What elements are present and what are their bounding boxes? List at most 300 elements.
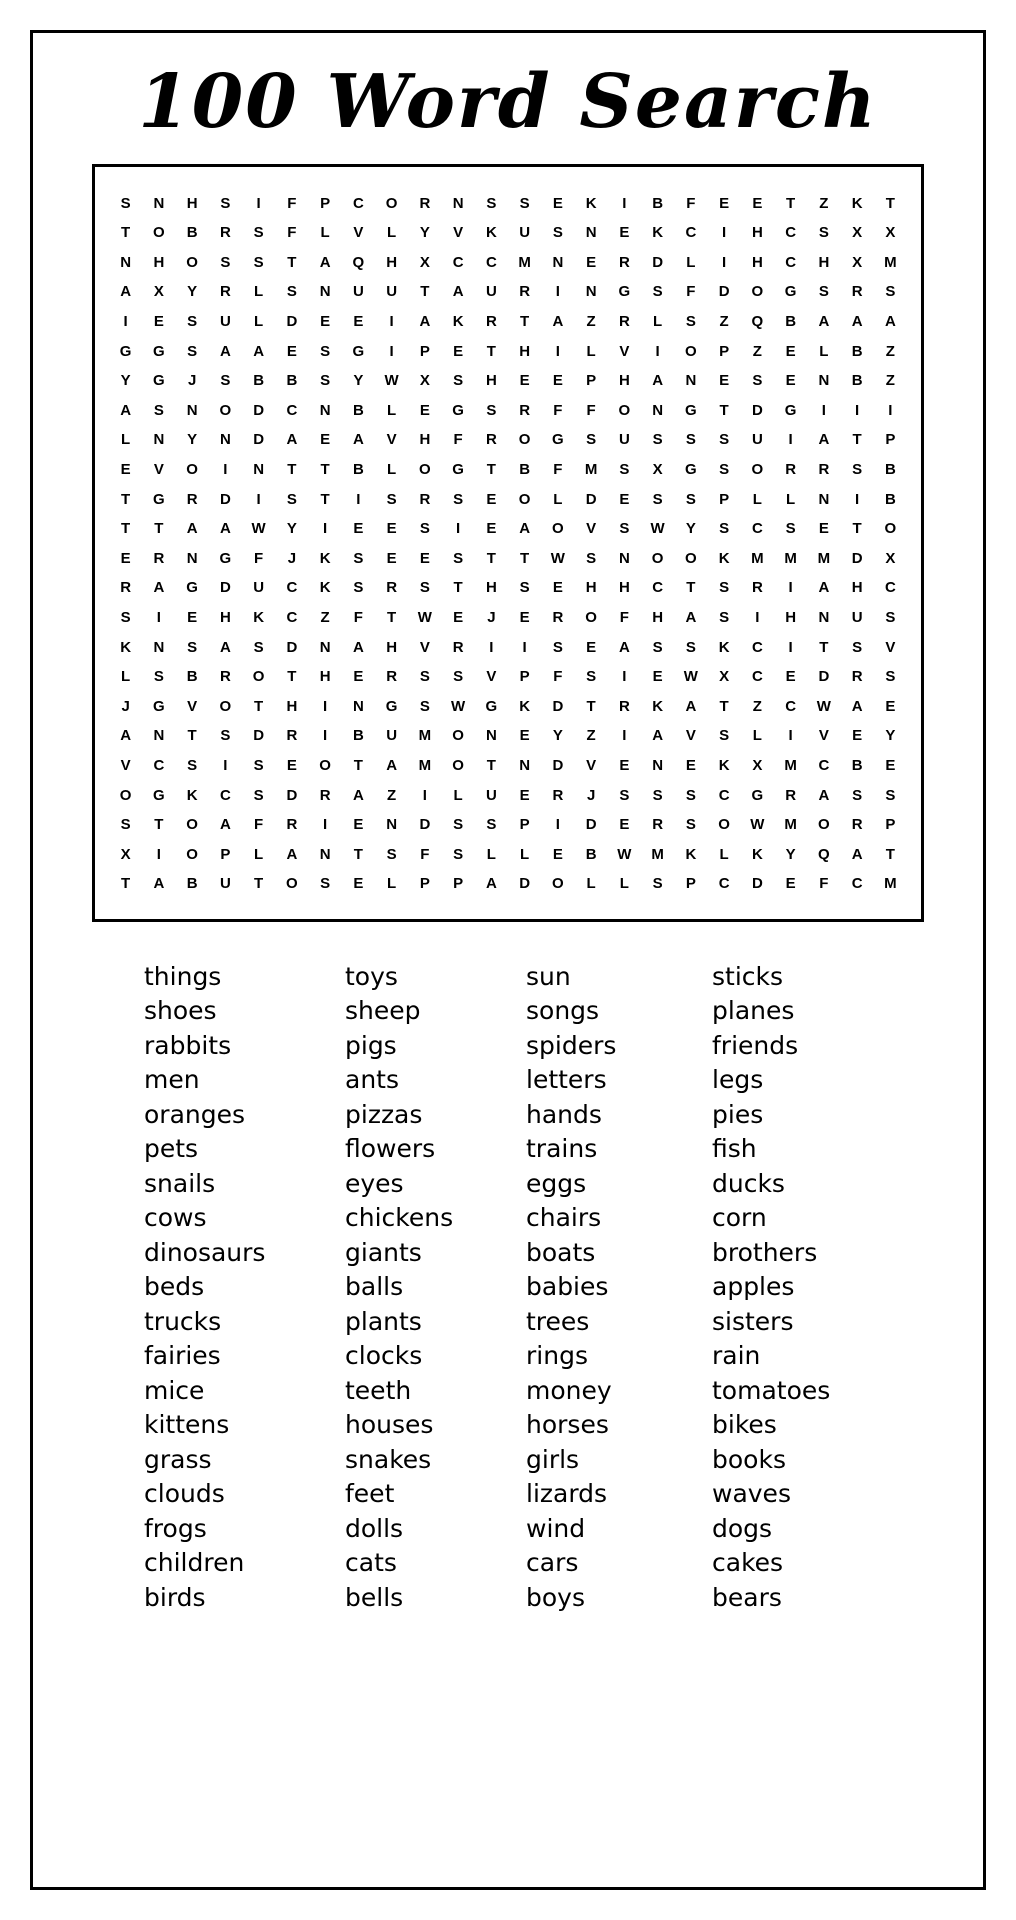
grid-cell[interactable]: E (552, 579, 563, 597)
grid-cell[interactable]: K (685, 845, 697, 863)
grid-cell[interactable]: I (555, 283, 560, 301)
grid-cell[interactable]: S (453, 490, 464, 508)
grid-cell[interactable]: N (319, 845, 331, 863)
grid-cell[interactable]: B (884, 461, 896, 479)
grid-cell[interactable]: S (885, 786, 896, 804)
grid-cell[interactable]: N (120, 253, 132, 271)
word-list-item[interactable]: dolls (345, 1513, 404, 1543)
word-list-item[interactable]: trees (526, 1306, 590, 1336)
grid-cell[interactable]: A (419, 313, 431, 331)
grid-cell[interactable]: Y (885, 727, 896, 745)
grid-cell[interactable]: S (652, 490, 663, 508)
grid-cell[interactable]: A (851, 697, 863, 715)
grid-cell[interactable]: I (655, 342, 660, 360)
grid-cell[interactable]: V (419, 638, 430, 656)
grid-cell[interactable]: A (219, 816, 231, 834)
grid-cell[interactable]: R (618, 253, 630, 271)
grid-cell[interactable]: S (719, 609, 730, 626)
grid-cell[interactable]: G (685, 401, 697, 419)
grid-cell[interactable]: M (884, 875, 897, 893)
word-list-item[interactable]: rabbits (144, 1030, 232, 1060)
grid-cell[interactable]: S (519, 579, 530, 597)
grid-cell[interactable]: T (719, 401, 729, 419)
grid-cell[interactable]: G (452, 401, 464, 419)
grid-cell[interactable]: K (718, 638, 730, 656)
word-list-item[interactable]: mice (144, 1375, 205, 1405)
grid-cell[interactable]: U (386, 727, 398, 745)
word-list-item[interactable]: songs (526, 996, 600, 1026)
grid-cell[interactable]: G (452, 461, 464, 479)
grid-cell[interactable]: P (519, 816, 530, 834)
grid-cell[interactable]: Z (819, 194, 829, 212)
word-list-item[interactable]: cats (345, 1548, 397, 1578)
grid-cell[interactable]: Y (187, 431, 198, 449)
grid-cell[interactable]: G (385, 697, 398, 715)
grid-cell[interactable]: R (652, 816, 664, 834)
grid-cell[interactable]: Z (885, 342, 895, 360)
grid-cell[interactable]: R (851, 283, 863, 301)
grid-cell[interactable]: S (719, 579, 730, 597)
grid-cell[interactable]: W (816, 697, 831, 715)
grid-cell[interactable]: V (353, 224, 364, 242)
grid-cell[interactable]: N (153, 727, 165, 745)
grid-cell[interactable]: L (387, 875, 397, 893)
grid-cell[interactable]: S (453, 668, 464, 686)
grid-cell[interactable]: N (352, 697, 364, 715)
grid-cell[interactable]: X (120, 845, 131, 863)
grid-cell[interactable]: V (453, 224, 464, 242)
grid-cell[interactable]: S (253, 253, 264, 271)
grid-cell[interactable]: N (519, 756, 531, 774)
grid-cell[interactable]: J (187, 372, 197, 390)
grid-cell[interactable]: Q (352, 253, 365, 271)
grid-cell[interactable]: I (555, 816, 560, 834)
grid-cell[interactable]: D (751, 875, 763, 893)
grid-cell[interactable]: R (186, 490, 198, 508)
grid-cell[interactable]: I (821, 401, 826, 419)
word-list-item[interactable]: trucks (144, 1306, 222, 1336)
grid-cell[interactable]: D (718, 283, 730, 301)
grid-cell[interactable]: U (352, 283, 364, 301)
grid-cell[interactable]: T (520, 313, 530, 331)
grid-cell[interactable]: H (386, 253, 398, 271)
grid-cell[interactable]: O (884, 520, 897, 538)
grid-cell[interactable]: E (719, 194, 730, 212)
grid-cell[interactable]: G (485, 697, 498, 715)
grid-cell[interactable]: S (719, 520, 730, 538)
grid-cell[interactable]: A (485, 875, 497, 893)
grid-cell[interactable]: T (254, 875, 264, 893)
grid-cell[interactable]: G (784, 283, 797, 301)
grid-cell[interactable]: K (485, 224, 497, 242)
grid-cell[interactable]: O (419, 461, 431, 479)
grid-cell[interactable]: R (485, 431, 497, 449)
grid-cell[interactable]: I (622, 727, 627, 745)
grid-cell[interactable]: I (855, 490, 860, 508)
word-list-item[interactable]: letters (526, 1065, 607, 1095)
grid-cell[interactable]: B (352, 461, 364, 479)
grid-cell[interactable]: S (685, 431, 696, 449)
grid-cell[interactable]: U (751, 431, 763, 449)
grid-cell[interactable]: F (254, 816, 264, 834)
grid-cell[interactable]: B (785, 313, 797, 331)
word-list-item[interactable]: trains (526, 1134, 598, 1164)
grid-cell[interactable]: N (319, 638, 331, 656)
grid-cell[interactable]: E (752, 194, 763, 212)
grid-cell[interactable]: L (320, 224, 330, 242)
grid-cell[interactable]: F (686, 194, 696, 212)
grid-cell[interactable]: S (586, 549, 597, 567)
word-list-item[interactable]: girls (526, 1444, 580, 1474)
grid-cell[interactable]: O (286, 875, 298, 893)
grid-cell[interactable]: G (153, 490, 165, 508)
grid-cell[interactable]: X (852, 224, 863, 242)
grid-cell[interactable]: S (187, 756, 198, 774)
grid-cell[interactable]: A (818, 786, 830, 804)
grid-cell[interactable]: I (855, 401, 860, 419)
grid-cell[interactable]: B (851, 342, 863, 360)
grid-cell[interactable]: I (722, 224, 727, 242)
word-list-item[interactable]: friends (712, 1030, 799, 1060)
grid-cell[interactable]: O (651, 549, 664, 567)
grid-cell[interactable]: D (253, 431, 265, 449)
grid-cell[interactable]: P (885, 816, 896, 834)
grid-cell[interactable]: H (286, 697, 298, 715)
grid-cell[interactable]: A (618, 638, 630, 656)
grid-cell[interactable]: N (319, 283, 331, 301)
grid-cell[interactable]: F (254, 549, 264, 567)
grid-cell[interactable]: A (153, 579, 165, 597)
grid-cell[interactable]: G (618, 283, 631, 301)
grid-cell[interactable]: U (519, 224, 531, 242)
grid-cell[interactable]: S (220, 727, 231, 745)
grid-cell[interactable]: W (683, 668, 698, 686)
grid-cell[interactable]: A (685, 609, 697, 626)
grid-cell[interactable]: L (254, 845, 264, 863)
grid-cell[interactable]: Q (751, 313, 764, 331)
grid-cell[interactable]: H (751, 253, 763, 271)
grid-cell[interactable]: K (652, 697, 664, 715)
grid-cell[interactable]: S (619, 520, 630, 538)
grid-cell[interactable]: D (419, 816, 431, 834)
grid-cell[interactable]: E (619, 816, 630, 834)
grid-cell[interactable]: E (519, 727, 530, 745)
grid-cell[interactable]: O (319, 756, 331, 774)
grid-cell[interactable]: S (852, 461, 863, 479)
grid-cell[interactable]: T (121, 490, 131, 508)
grid-cell[interactable]: O (518, 431, 531, 449)
grid-cell[interactable]: B (519, 461, 531, 479)
grid-cell[interactable]: K (253, 609, 265, 626)
grid-cell[interactable]: B (186, 224, 198, 242)
grid-cell[interactable]: G (352, 342, 365, 360)
grid-cell[interactable]: E (453, 609, 464, 626)
grid-cell[interactable]: S (286, 283, 297, 301)
grid-cell[interactable]: L (254, 283, 264, 301)
grid-cell[interactable]: J (487, 609, 496, 626)
grid-cell[interactable]: T (885, 845, 895, 863)
grid-cell[interactable]: Y (552, 727, 563, 745)
word-list-item[interactable]: bears (712, 1582, 782, 1612)
word-list-item[interactable]: pets (144, 1134, 199, 1164)
grid-cell[interactable]: A (685, 697, 697, 715)
grid-cell[interactable]: S (320, 875, 331, 893)
grid-cell[interactable]: K (851, 194, 863, 212)
grid-cell[interactable]: O (552, 875, 564, 893)
grid-cell[interactable]: E (286, 756, 297, 774)
grid-cell[interactable]: J (287, 549, 297, 567)
grid-cell[interactable]: I (456, 520, 461, 538)
grid-cell[interactable]: H (485, 579, 497, 597)
grid-cell[interactable]: A (652, 372, 664, 390)
grid-cell[interactable]: L (486, 845, 496, 863)
grid-cell[interactable]: G (552, 431, 564, 449)
grid-cell[interactable]: L (586, 342, 596, 360)
grid-cell[interactable]: A (818, 579, 830, 597)
grid-cell[interactable]: T (353, 756, 363, 774)
grid-cell[interactable]: R (153, 549, 165, 567)
grid-cell[interactable]: A (286, 845, 298, 863)
grid-cell[interactable]: N (652, 401, 664, 419)
grid-cell[interactable]: N (186, 401, 198, 419)
word-list-item[interactable]: spiders (526, 1030, 617, 1060)
word-list-item[interactable]: bells (345, 1582, 404, 1612)
grid-cell[interactable]: Z (586, 313, 596, 331)
grid-cell[interactable]: S (453, 549, 464, 567)
grid-cell[interactable]: M (784, 549, 797, 567)
grid-cell[interactable]: S (453, 816, 464, 834)
grid-cell[interactable]: I (788, 579, 793, 597)
grid-cell[interactable]: S (586, 431, 597, 449)
word-list-item[interactable]: pies (712, 1099, 764, 1129)
grid-cell[interactable]: B (352, 727, 364, 745)
grid-cell[interactable]: O (186, 845, 198, 863)
grid-cell[interactable]: E (785, 342, 796, 360)
word-list-item[interactable]: pizzas (345, 1099, 423, 1129)
word-list-item[interactable]: feet (345, 1479, 395, 1509)
grid-cell[interactable]: D (253, 727, 265, 745)
grid-cell[interactable]: A (652, 727, 664, 745)
grid-cell[interactable]: U (219, 313, 231, 331)
grid-cell[interactable]: D (585, 490, 597, 508)
grid-cell[interactable]: S (752, 372, 763, 390)
grid-cell[interactable]: S (519, 194, 530, 212)
grid-cell[interactable]: G (153, 372, 165, 390)
grid-cell[interactable]: O (585, 609, 597, 626)
grid-cell[interactable]: S (253, 224, 264, 242)
grid-cell[interactable]: S (685, 313, 696, 331)
grid-cell[interactable]: I (722, 253, 727, 271)
grid-cell[interactable]: S (386, 845, 397, 863)
grid-cell[interactable]: E (552, 845, 563, 863)
grid-cell[interactable]: D (219, 579, 231, 597)
word-list-item[interactable]: houses (345, 1410, 434, 1440)
grid-cell[interactable]: E (353, 816, 364, 834)
grid-cell[interactable]: I (323, 816, 328, 834)
grid-cell[interactable]: R (319, 786, 331, 804)
grid-cell[interactable]: H (186, 194, 198, 212)
grid-cell[interactable]: O (751, 461, 764, 479)
word-list-item[interactable]: chickens (345, 1203, 454, 1233)
grid-cell[interactable]: N (452, 194, 464, 212)
grid-cell[interactable]: O (219, 401, 232, 419)
grid-cell[interactable]: S (453, 845, 464, 863)
grid-cell[interactable]: I (223, 461, 228, 479)
grid-cell[interactable]: U (485, 786, 497, 804)
grid-cell[interactable]: C (851, 875, 863, 893)
grid-cell[interactable]: N (585, 224, 597, 242)
grid-cell[interactable]: S (120, 609, 131, 626)
grid-cell[interactable]: A (884, 313, 896, 331)
word-list-item[interactable]: men (144, 1065, 200, 1095)
grid-cell[interactable]: T (819, 638, 829, 656)
grid-cell[interactable]: W (617, 845, 632, 863)
grid-cell[interactable]: G (153, 786, 165, 804)
grid-cell[interactable]: Y (353, 372, 364, 390)
grid-cell[interactable]: A (120, 727, 132, 745)
grid-cell[interactable]: D (552, 756, 564, 774)
grid-cell[interactable]: R (552, 609, 564, 626)
grid-cell[interactable]: W (417, 609, 432, 626)
grid-cell[interactable]: E (386, 549, 397, 567)
grid-cell[interactable]: M (784, 816, 797, 834)
grid-cell[interactable]: P (586, 372, 597, 390)
grid-cell[interactable]: L (387, 461, 397, 479)
grid-cell[interactable]: H (386, 638, 398, 656)
word-list-item[interactable]: frogs (144, 1513, 207, 1543)
grid-cell[interactable]: G (119, 342, 132, 360)
grid-cell[interactable]: L (619, 875, 629, 893)
grid-cell[interactable]: U (386, 283, 398, 301)
word-list-item[interactable]: legs (712, 1065, 764, 1095)
grid-cell[interactable]: E (519, 609, 530, 626)
grid-cell[interactable]: F (819, 875, 829, 893)
grid-cell[interactable]: N (253, 461, 265, 479)
grid-cell[interactable]: T (320, 490, 330, 508)
grid-cell[interactable]: N (153, 431, 165, 449)
grid-cell[interactable]: Z (885, 372, 895, 390)
grid-cell[interactable]: E (419, 549, 430, 567)
grid-cell[interactable]: S (685, 786, 696, 804)
grid-cell[interactable]: R (552, 786, 564, 804)
grid-cell[interactable]: L (121, 668, 131, 686)
grid-cell[interactable]: S (220, 253, 231, 271)
grid-cell[interactable]: S (852, 786, 863, 804)
grid-cell[interactable]: T (121, 224, 131, 242)
grid-cell[interactable]: T (852, 431, 862, 449)
grid-cell[interactable]: R (519, 401, 531, 419)
grid-cell[interactable]: S (419, 668, 430, 686)
word-list-item[interactable]: lizards (526, 1479, 608, 1509)
grid-cell[interactable]: S (253, 756, 264, 774)
grid-cell[interactable]: K (585, 194, 597, 212)
grid-cell[interactable]: S (619, 786, 630, 804)
grid-cell[interactable]: H (419, 431, 431, 449)
grid-cell[interactable]: S (120, 194, 131, 212)
grid-cell[interactable]: T (387, 609, 397, 626)
grid-cell[interactable]: E (785, 668, 796, 686)
grid-cell[interactable]: Z (320, 609, 330, 626)
word-list-item[interactable]: boys (526, 1582, 585, 1612)
grid-cell[interactable]: M (817, 549, 831, 567)
grid-cell[interactable]: S (187, 313, 198, 331)
grid-cell[interactable]: E (586, 638, 597, 656)
word-list-item[interactable]: sisters (712, 1306, 794, 1336)
grid-cell[interactable]: H (519, 342, 531, 360)
grid-cell[interactable]: D (751, 401, 763, 419)
grid-cell[interactable]: P (519, 668, 530, 686)
word-list-item[interactable]: ducks (712, 1168, 785, 1198)
word-list-item[interactable]: children (144, 1548, 245, 1578)
grid-cell[interactable]: C (685, 224, 697, 242)
grid-cell[interactable]: T (287, 253, 297, 271)
grid-cell[interactable]: S (253, 638, 264, 656)
grid-cell[interactable]: S (652, 283, 663, 301)
grid-cell[interactable]: S (320, 372, 331, 390)
grid-cell[interactable]: F (420, 845, 430, 863)
grid-cell[interactable]: K (319, 579, 331, 597)
grid-cell[interactable]: L (586, 875, 596, 893)
grid-cell[interactable]: S (685, 638, 696, 656)
grid-cell[interactable]: T (287, 461, 297, 479)
grid-cell[interactable]: O (452, 756, 464, 774)
grid-cell[interactable]: H (751, 224, 763, 242)
grid-cell[interactable]: T (353, 845, 363, 863)
grid-cell[interactable]: S (885, 668, 896, 686)
grid-cell[interactable]: L (520, 845, 530, 863)
grid-cell[interactable]: S (619, 461, 630, 479)
grid-cell[interactable]: S (486, 194, 497, 212)
grid-cell[interactable]: I (156, 845, 161, 863)
grid-cell[interactable]: N (153, 194, 165, 212)
grid-cell[interactable]: C (485, 253, 497, 271)
grid-cell[interactable]: B (352, 401, 364, 419)
grid-cell[interactable]: S (652, 638, 663, 656)
grid-cell[interactable]: T (486, 342, 496, 360)
grid-cell[interactable]: K (652, 224, 664, 242)
grid-cell[interactable]: A (319, 253, 331, 271)
grid-cell[interactable]: X (153, 283, 164, 301)
grid-cell[interactable]: B (286, 372, 298, 390)
grid-cell[interactable]: E (153, 313, 164, 331)
grid-cell[interactable]: L (653, 313, 663, 331)
grid-cell[interactable]: I (323, 520, 328, 538)
grid-cell[interactable]: E (818, 520, 829, 538)
grid-cell[interactable]: O (153, 224, 165, 242)
grid-cell[interactable]: E (619, 224, 630, 242)
grid-cell[interactable]: I (622, 668, 627, 686)
grid-cell[interactable]: H (485, 372, 497, 390)
grid-cell[interactable]: I (622, 194, 627, 212)
word-list-item[interactable]: cows (144, 1203, 207, 1233)
grid-cell[interactable]: S (652, 875, 663, 893)
grid-cell[interactable]: T (254, 697, 264, 715)
word-list-item[interactable]: rings (526, 1341, 588, 1371)
grid-cell[interactable]: V (685, 727, 696, 745)
grid-cell[interactable]: D (851, 549, 863, 567)
grid-cell[interactable]: F (553, 461, 563, 479)
grid-cell[interactable]: I (323, 727, 328, 745)
grid-cell[interactable]: O (552, 520, 564, 538)
grid-cell[interactable]: A (219, 520, 231, 538)
grid-cell[interactable]: A (352, 431, 364, 449)
grid-cell[interactable]: M (651, 845, 664, 863)
grid-cell[interactable]: R (618, 313, 630, 331)
grid-cell[interactable]: Y (120, 372, 131, 390)
grid-cell[interactable]: E (885, 697, 896, 715)
grid-cell[interactable]: S (818, 224, 829, 242)
grid-cell[interactable]: O (452, 727, 464, 745)
